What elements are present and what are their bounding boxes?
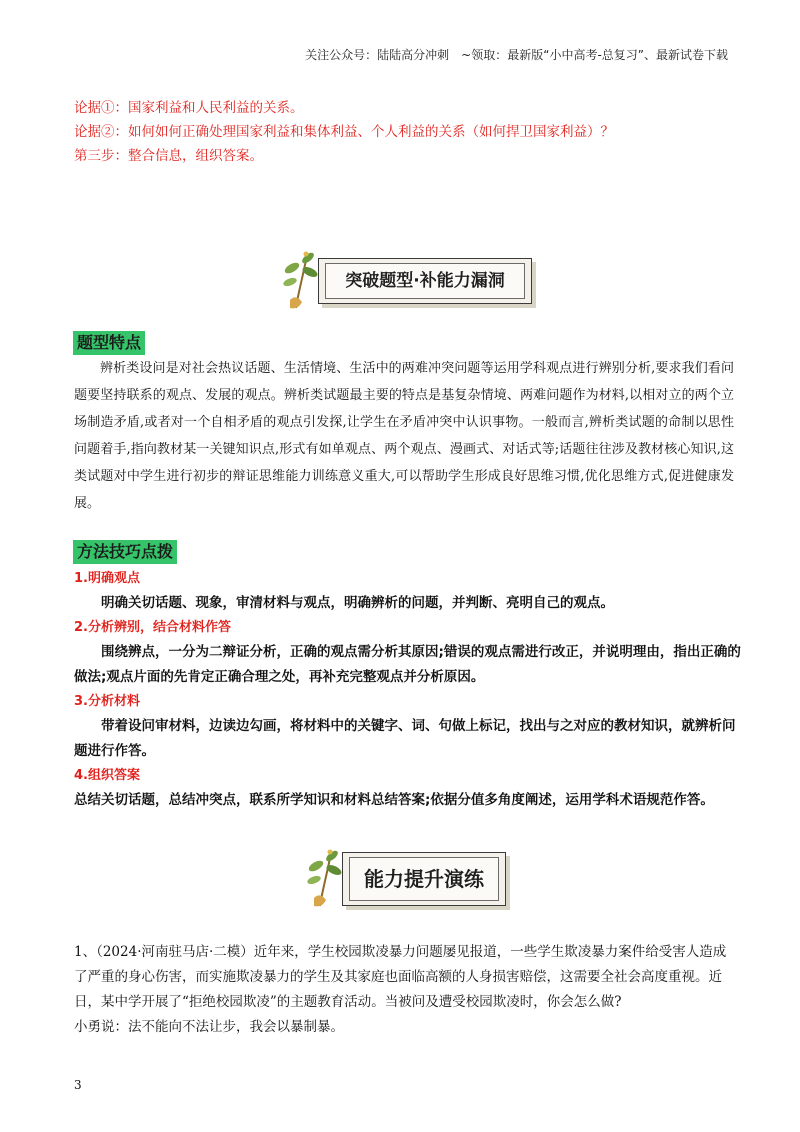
method-body-3: 带着设问审材料，边读边勾画，将材料中的关键字、词、句做上标记，找出与之对应的教材知识，就辨析问题进行作答。 bbox=[74, 718, 736, 759]
method-body-4: 总结关切话题，总结冲突点，联系所学知识和材料总结答案;依据分值多角度阐述，运用学科术语规范作答。 bbox=[74, 792, 714, 808]
method-body-2: 围绕辨点，一分为二辩证分析，正确的观点需分析其原因;错误的观点需进行改正，并说明理由，指出正确的做法;观点片面的先肯定正确合理之处，再补充完整观点并分析原因。 bbox=[74, 644, 741, 685]
banner-practice bbox=[300, 848, 506, 910]
question-answer-line: 小勇说：法不能向不法让步，我会以暴制暴。 bbox=[74, 1019, 344, 1035]
method-heading-1: 1.明确观点 bbox=[74, 571, 140, 586]
banner-label: 能力提升演练 bbox=[349, 857, 499, 901]
section-title-question-features: 题型特点 bbox=[73, 331, 145, 355]
section-title-method-tips: 方法技巧点拨 bbox=[73, 540, 177, 564]
banner-label: 突破题型·补能力漏洞 bbox=[325, 263, 525, 299]
method-body-1: 明确关切话题、现象，审清材料与观点，明确辨析的问题，并判断、亮明自己的观点。 bbox=[101, 595, 614, 611]
method-heading-4: 4.组织答案 bbox=[74, 768, 140, 783]
banner-box bbox=[342, 852, 506, 906]
practice-question-1 bbox=[74, 940, 734, 1040]
method-tips-list bbox=[74, 567, 744, 813]
banner-breakthrough bbox=[276, 250, 532, 312]
question-text: 1、（2024·河南驻马店·二模）近年来，学生校园欺凌暴力问题屡见报道，一些学生欺凌暴力案件给受害人造成了严重的身心伤害，而实施欺凌暴力的学生及其家庭也面临高额的人身损害赔偿，这需要全社会高度重视。近日，某中学开展了“拒绝校园欺凌”的主题教育活动。当被问及遭受校园欺凌时，你会怎么做? bbox=[74, 944, 727, 1010]
argument-lines bbox=[74, 96, 614, 168]
page-header: 关注公众号：陆陆高分冲刺 ~领取：最新版“小中高考-总复习”、最新试卷下载 bbox=[305, 48, 728, 62]
herb-sprig-icon bbox=[300, 848, 352, 910]
argument-line-2: 论据②：如何如何正确处理国家利益和集体利益、个人利益的关系（如何捍卫国家利益）？ bbox=[74, 124, 614, 140]
question-features-paragraph: 辨析类设问是对社会热议话题、生活情境、生活中的两难冲突问题等运用学科观点进行辨别分析,要求我们看问题要坚持联系的观点、发展的观点。辨析类试题最主要的特点是基复杂情境、两难问题作为材料,以相对立的两个立场制造矛盾,或者对一个自相矛盾的观点引发探,让学生在矛盾冲突中认识事物。一般而言,辨析类试题的命制以思性问题着手,指向教材某一关键知识点,形式有如单观点、两个观点、漫画式、对话式等;话题往往涉及教材核心知识,这类试题对中学生进行初步的辩证思维能力训练意义重大,可以帮助学生形成良好思维习惯,优化思维方式,促进健康发展。 bbox=[74, 361, 734, 511]
banner-box bbox=[318, 258, 532, 304]
page-number: 3 bbox=[74, 1078, 82, 1092]
method-heading-2: 2.分析辨别，结合材料作答 bbox=[74, 620, 231, 635]
step-three-line: 第三步：整合信息，组织答案。 bbox=[74, 148, 263, 164]
herb-sprig-icon bbox=[276, 250, 328, 312]
method-heading-3: 3.分析材料 bbox=[74, 694, 140, 709]
argument-line-1: 论据①：国家利益和人民利益的关系。 bbox=[74, 100, 304, 116]
